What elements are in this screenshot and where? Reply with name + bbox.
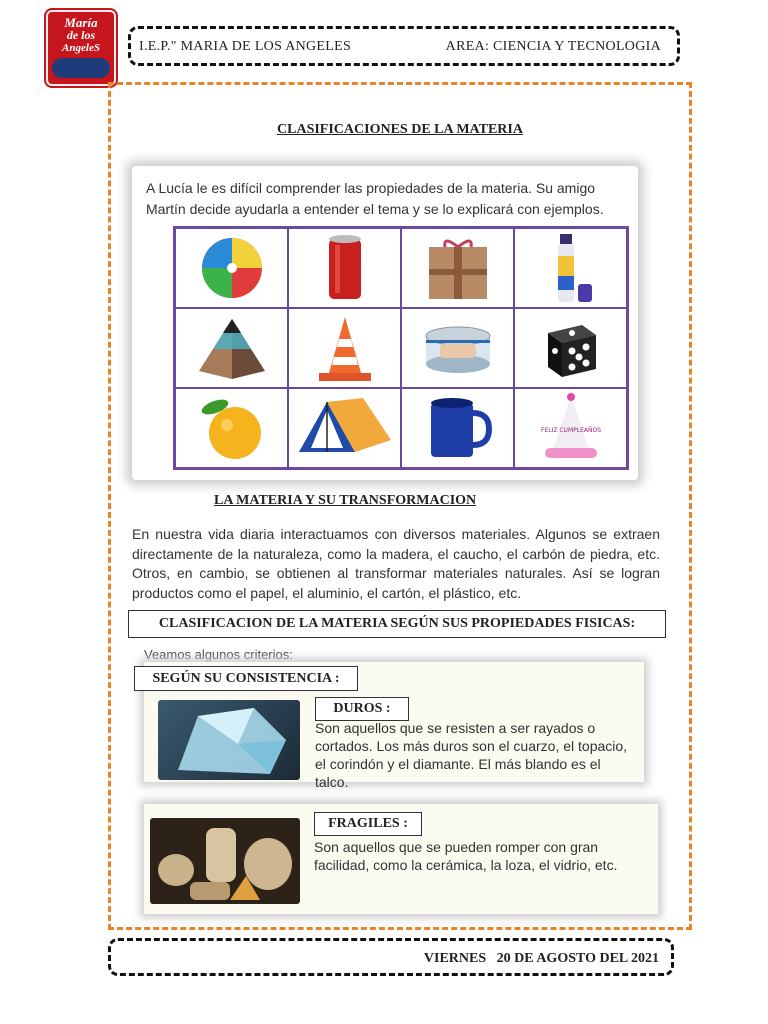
section-title-classifications: CLASIFICACIONES DE LA MATERIA bbox=[277, 122, 523, 137]
dice-icon bbox=[538, 315, 604, 381]
pyramid-cell bbox=[175, 308, 288, 388]
beach-ball-icon bbox=[197, 233, 267, 303]
soda-can-cell bbox=[288, 228, 401, 308]
objects-grid bbox=[173, 226, 629, 470]
page-header bbox=[128, 26, 680, 66]
party-hat-cell bbox=[514, 388, 627, 468]
dice-cell bbox=[514, 308, 627, 388]
traffic-cone-cell bbox=[288, 308, 401, 388]
mug-icon bbox=[423, 395, 493, 461]
orange-icon bbox=[197, 393, 267, 463]
hard-description: Son aquellos que se resisten a ser rayados o cortados. Los más duros son el cuarzo, el topacio, el corindón y el diamante. El más blando es el talco. bbox=[315, 720, 628, 790]
logo-band bbox=[52, 58, 110, 78]
pyramid-icon bbox=[195, 315, 269, 381]
intro-text: A Lucía le es difícil comprender las propiedades de la materia. Su amigo Martín decide ayudarla a entender el tema y se lo explicará con ejemplos. bbox=[146, 180, 604, 217]
tuna-can-icon bbox=[420, 318, 496, 378]
section-title-transformation: LA MATERIA Y SU TRANSFORMACION bbox=[214, 493, 477, 508]
gift-box-cell bbox=[401, 228, 514, 308]
tuna-can-cell bbox=[401, 308, 514, 388]
glue-stick-icon bbox=[546, 232, 596, 304]
logo-text-3: AngeleS bbox=[62, 42, 100, 54]
fragile-description: Son aquellos que se pueden romper con gran facilidad, como la cerámica, la loza, el vidrio, etc. bbox=[314, 839, 618, 873]
party-hat-icon bbox=[541, 392, 601, 464]
ceramics-icon bbox=[150, 818, 300, 904]
mug-cell bbox=[401, 388, 514, 468]
gift-box-icon bbox=[423, 233, 493, 303]
traffic-cone-icon bbox=[315, 313, 375, 383]
page-footer bbox=[108, 938, 674, 976]
consistency-label: SEGÚN SU CONSISTENCIA : bbox=[134, 666, 358, 691]
logo-text-2: de los bbox=[66, 28, 96, 42]
beach-ball-cell bbox=[175, 228, 288, 308]
quartz-crystal-icon bbox=[158, 700, 300, 780]
footer-date: VIERNES 20 DE AGOSTO DEL 2021 bbox=[423, 951, 659, 966]
subject-area: AREA: CIENCIA Y TECNOLOGIA bbox=[445, 39, 661, 54]
tent-icon bbox=[297, 396, 393, 460]
section-title-physical-properties: CLASIFICACION DE LA MATERIA SEGÚN SUS PROPIEDADES FISICAS: bbox=[128, 610, 666, 638]
school-logo bbox=[46, 10, 116, 86]
orange-cell bbox=[175, 388, 288, 468]
hard-label: DUROS : bbox=[315, 697, 409, 721]
fragile-label: FRAGILES : bbox=[314, 812, 422, 836]
tent-cell bbox=[288, 388, 401, 468]
school-name: I.E.P." MARIA DE LOS ANGELES bbox=[139, 39, 352, 54]
criteria-text: Veamos algunos criterios: bbox=[144, 647, 293, 662]
logo-text-1: María bbox=[64, 15, 98, 30]
transformation-paragraph: En nuestra vida diaria interactuamos con diversos materiales. Algunos se extraen directamente de la naturaleza, como la madera, el caucho, el carbón de piedra, etc. Otros, en cambio, se obtienen al transformar materiales naturales. Así se logran productos como el papel, el aluminio, el cartón, el plástico, etc. bbox=[132, 526, 660, 601]
ceramics-image bbox=[150, 818, 300, 904]
quartz-image bbox=[158, 700, 300, 780]
party-hat-text: FELIZ CUMPLEAÑOS bbox=[540, 427, 601, 434]
soda-can-icon bbox=[325, 233, 365, 303]
glue-stick-cell bbox=[514, 228, 627, 308]
